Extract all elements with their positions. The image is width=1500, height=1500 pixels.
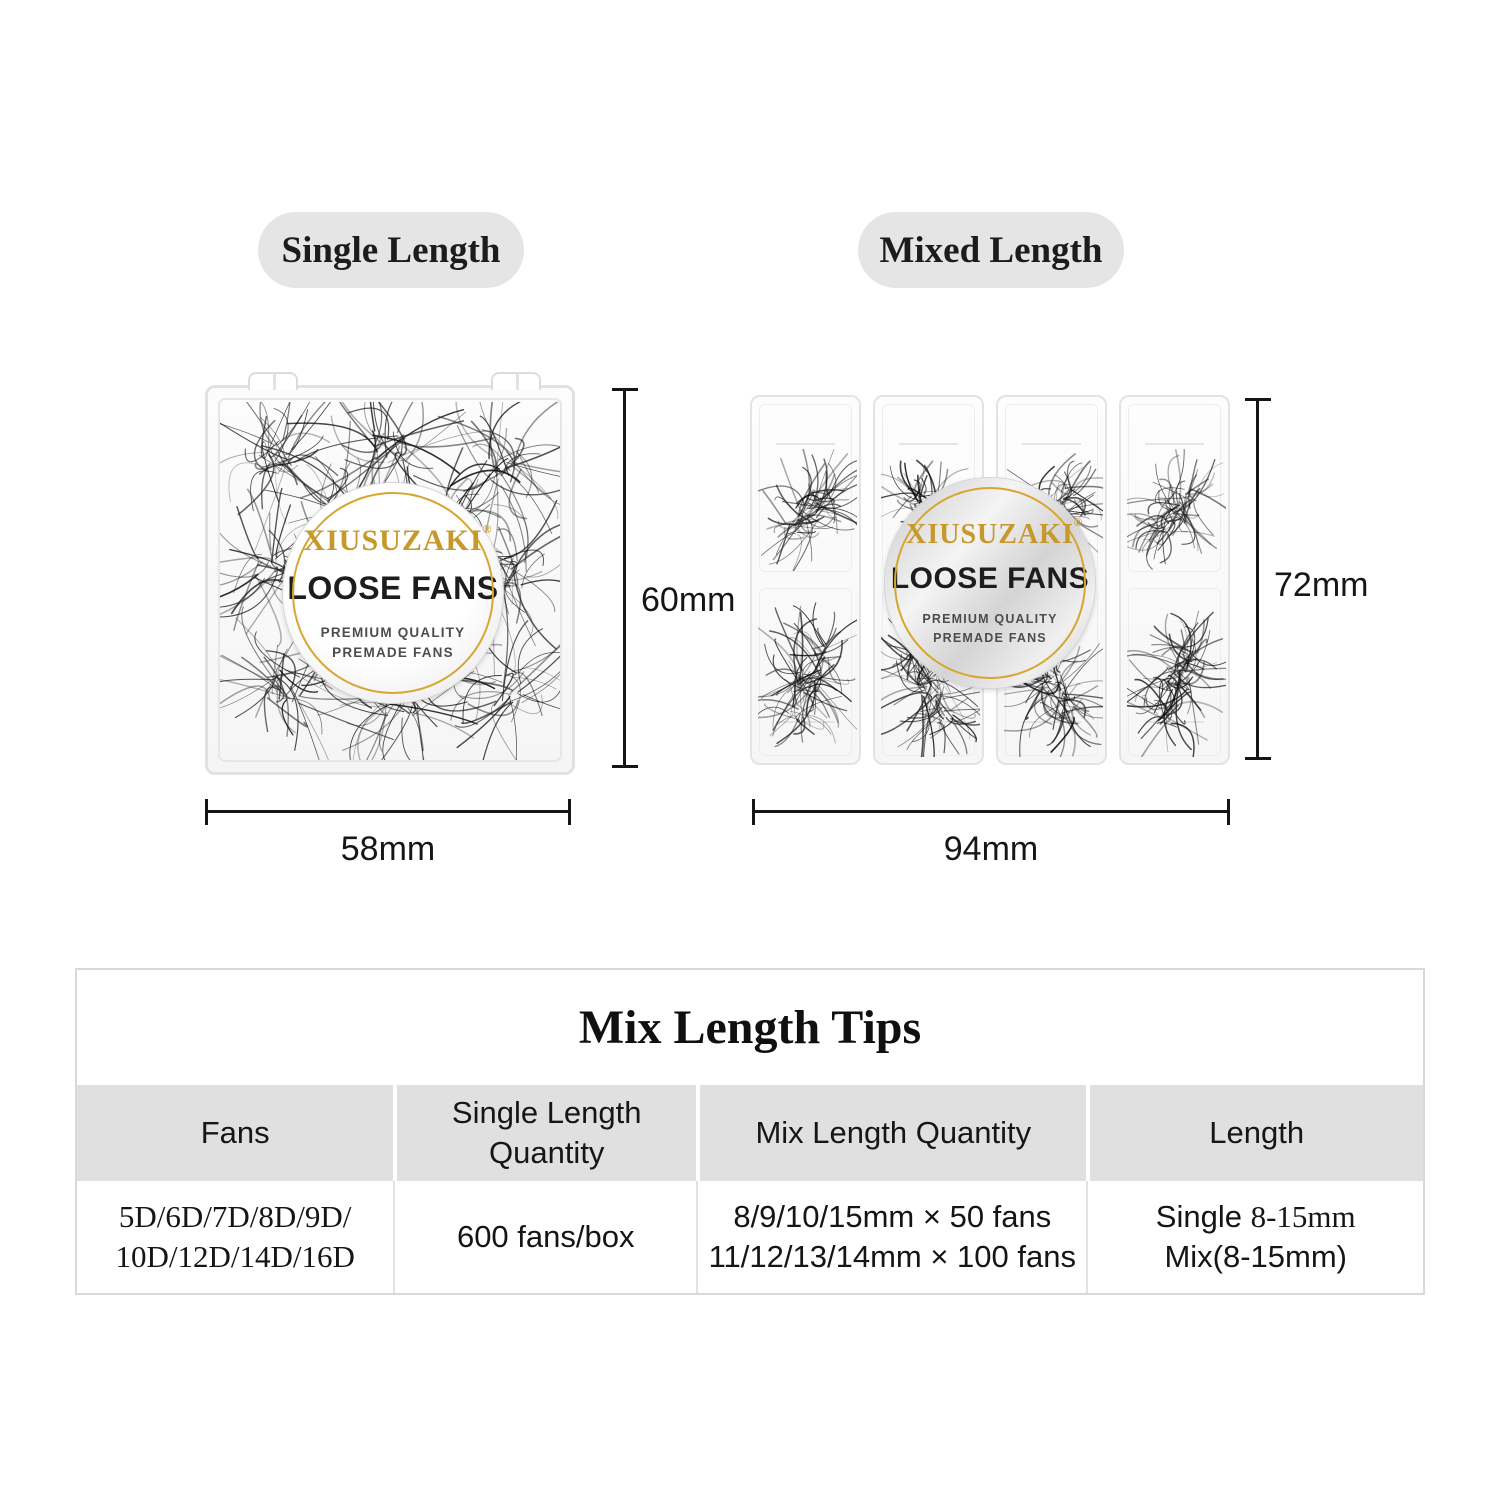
single-width-dimension-line [205,810,571,813]
mixed-height-dimension-label: 72mm [1274,566,1369,604]
lash-strip [750,395,861,765]
lid-seam [776,443,836,445]
lash-strip [1119,395,1230,765]
brand-name: XIUSUZAKI ® [906,517,1084,551]
lash-fans-texture [758,449,857,571]
mixed-height-dimension-line [1256,398,1259,760]
lash-fans-texture [1127,597,1226,757]
tagline: PREMIUM QUALITY PREMADE FANS [320,624,466,660]
hinge-tab-icon [491,372,541,390]
product-name: LOOSE FANS [890,562,1090,596]
mixed-width-dimension-label: 94mm [943,830,1039,868]
lash-fans-texture [758,597,857,757]
product-name: LOOSE FANS [287,569,499,606]
spec-table-header-row [77,1085,1423,1181]
brand-name: XIUSUZAKI ® [303,521,493,557]
gold-ring-icon [292,492,494,694]
cell-mix-quantity: 8/9/10/15mm × 50 fans 11/12/13/14mm × 100 fans [696,1181,1086,1293]
spec-table-title: Mix Length Tips [578,1001,922,1054]
gold-ring-icon [894,487,1086,679]
hinge-tab-icon [248,372,298,390]
registered-trademark: ® [1073,517,1084,530]
brand-label-mixed [885,478,1095,688]
cell-length: Single 8-15mm Mix(8-15mm) [1086,1181,1423,1293]
header-single-length-quantity: Single Length Quantity [393,1085,696,1181]
lid-seam [1145,443,1205,445]
registered-trademark: ® [482,521,493,536]
spec-table [75,968,1425,1295]
lash-fans-texture [1127,449,1226,571]
header-length: Length [1086,1085,1423,1181]
single-height-dimension-label: 60mm [641,581,736,619]
badge-mixed-length: Mixed Length [858,212,1124,288]
mixed-length-box [750,395,1230,765]
single-length-box [205,385,575,775]
mixed-width-dimension-line [752,810,1230,813]
header-mix-length-quantity: Mix Length Quantity [696,1085,1086,1181]
tagline: PREMIUM QUALITY PREMADE FANS [922,612,1058,645]
lid-seam [899,443,959,445]
brand-label-single [283,483,503,703]
cell-single-quantity: 600 fans/box [393,1181,696,1293]
single-height-dimension-line [623,388,626,768]
header-fans: Fans [200,1114,270,1150]
single-width-dimension-label: 58mm [340,830,436,868]
lid-seam [1022,443,1082,445]
badge-single-length: Single Length [258,212,524,288]
spec-table-data-row [77,1181,1423,1293]
cell-fans: 5D/6D/7D/8D/9D/ 10D/12D/14D/16D [115,1198,355,1274]
